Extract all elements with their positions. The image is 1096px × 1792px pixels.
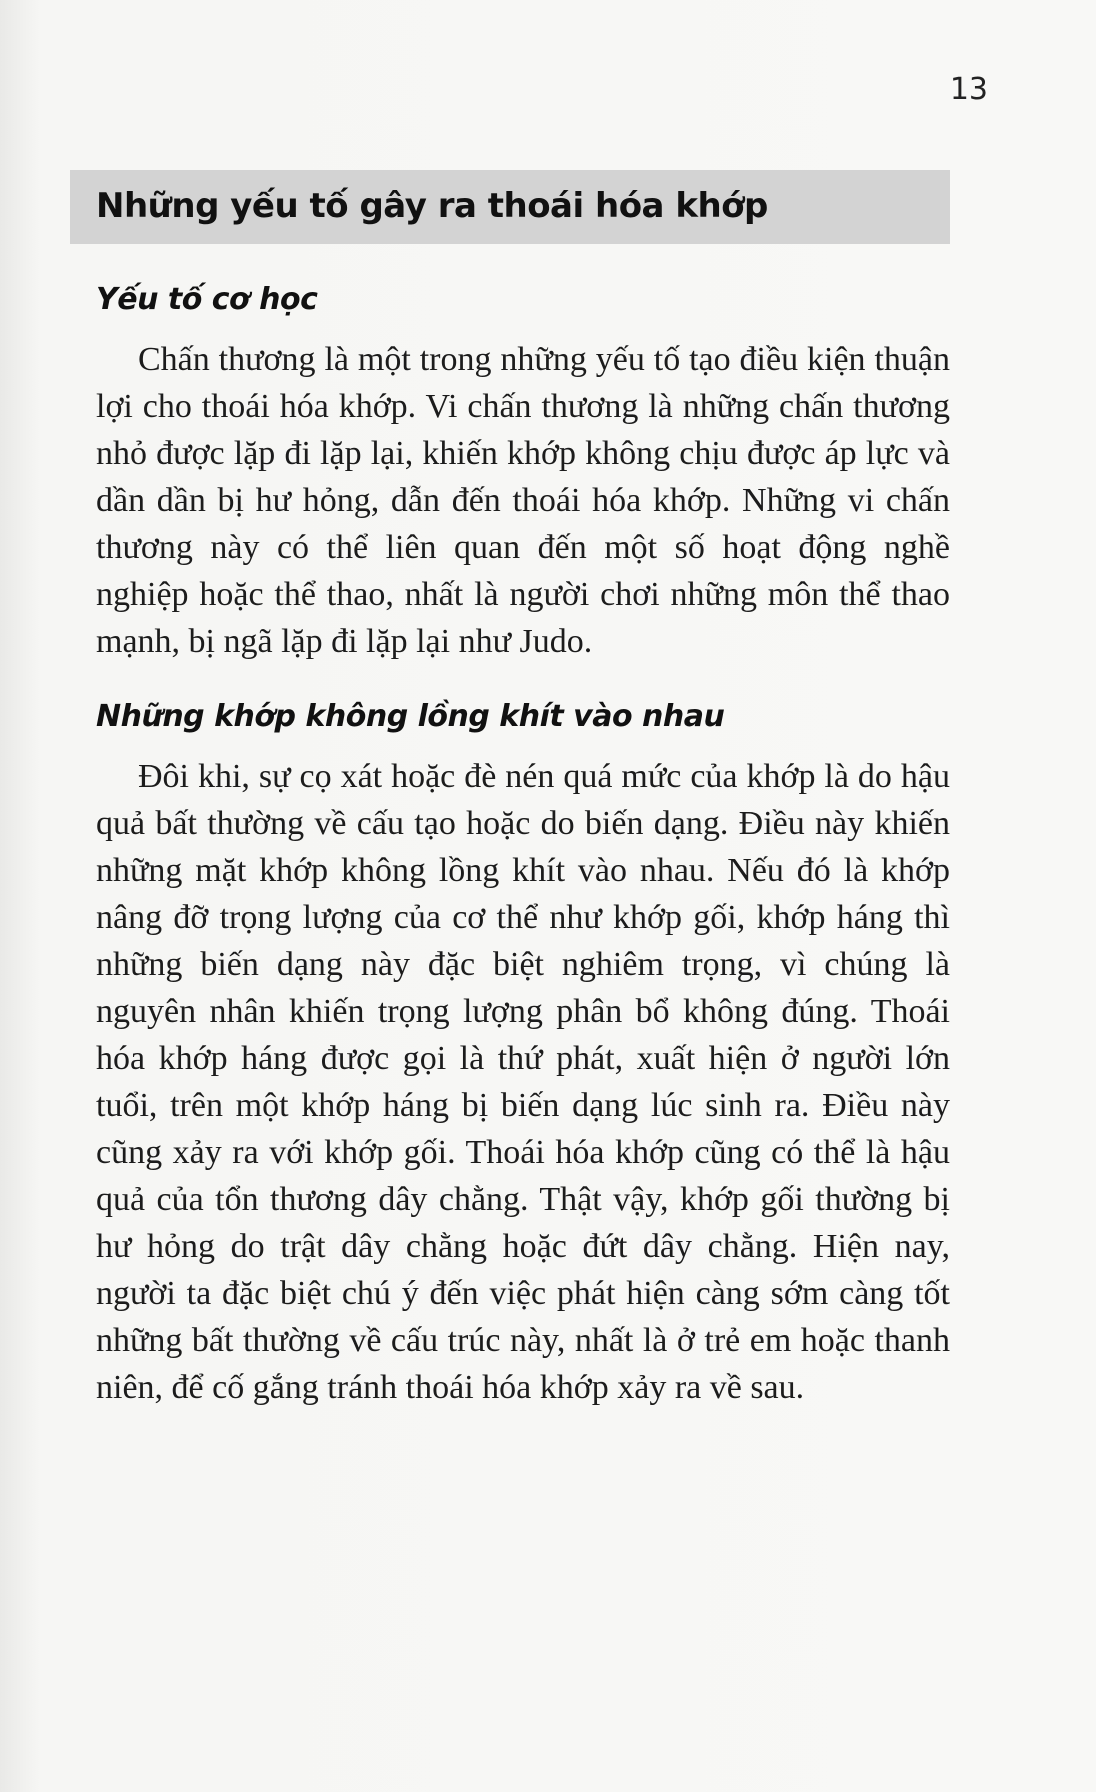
section-misaligned-joints bbox=[96, 695, 950, 1411]
section-mechanical-factors bbox=[96, 278, 950, 665]
chapter-title-bar bbox=[70, 170, 950, 244]
section-heading: Những khớp không lồng khít vào nhau bbox=[96, 699, 725, 734]
page-content bbox=[96, 278, 950, 1441]
page-number: 13 bbox=[949, 72, 988, 107]
chapter-title: Những yếu tố gây ra thoái hóa khớp bbox=[96, 186, 768, 226]
body-paragraph: Chấn thương là một trong những yếu tố tạo điều kiện thuận lợi cho thoái hóa khớp. Vi chấn thương là những chấn thương nhỏ được lặp đi lặp lại, khiến khớp không chịu được áp lực và dần dần bị hư hỏng, dẫn đến thoái hóa khớp. Những vi chấn thương này có thể liên quan đến một số hoạt động nghề nghiệp hoặc thể thao, nhất là người chơi những môn thể thao mạnh, bị ngã lặp đi lặp lại như Judo. bbox=[96, 341, 950, 660]
body-paragraph: Đôi khi, sự cọ xát hoặc đè nén quá mức của khớp là do hậu quả bất thường về cấu tạo hoặc do biến dạng. Điều này khiến những mặt khớp không lồng khít vào nhau. Nếu đó là khớp nâng đỡ trọng lượng của cơ thể như khớp gối, khớp háng thì những biến dạng này đặc biệt nghiêm trọng, vì chúng là nguyên nhân khiến trọng lượng phân bổ không đúng. Thoái hóa khớp háng được gọi là thứ phát, xuất hiện ở người lớn tuổi, trên một khớp háng bị biến dạng lúc sinh ra. Điều này cũng xảy ra với khớp gối. Thoái hóa khớp cũng có thể là hậu quả của tổn thương dây chằng. Thật vậy, khớp gối thường bị hư hỏng do trật dây chằng hoặc đứt dây chằng. Hiện nay, người ta đặc biệt chú ý đến việc phát hiện càng sớm càng tốt những bất thường về cấu trúc này, nhất là ở trẻ em hoặc thanh niên, để cố gắng tránh thoái hóa khớp xảy ra về sau. bbox=[96, 758, 950, 1406]
section-heading: Yếu tố cơ học bbox=[96, 282, 318, 317]
